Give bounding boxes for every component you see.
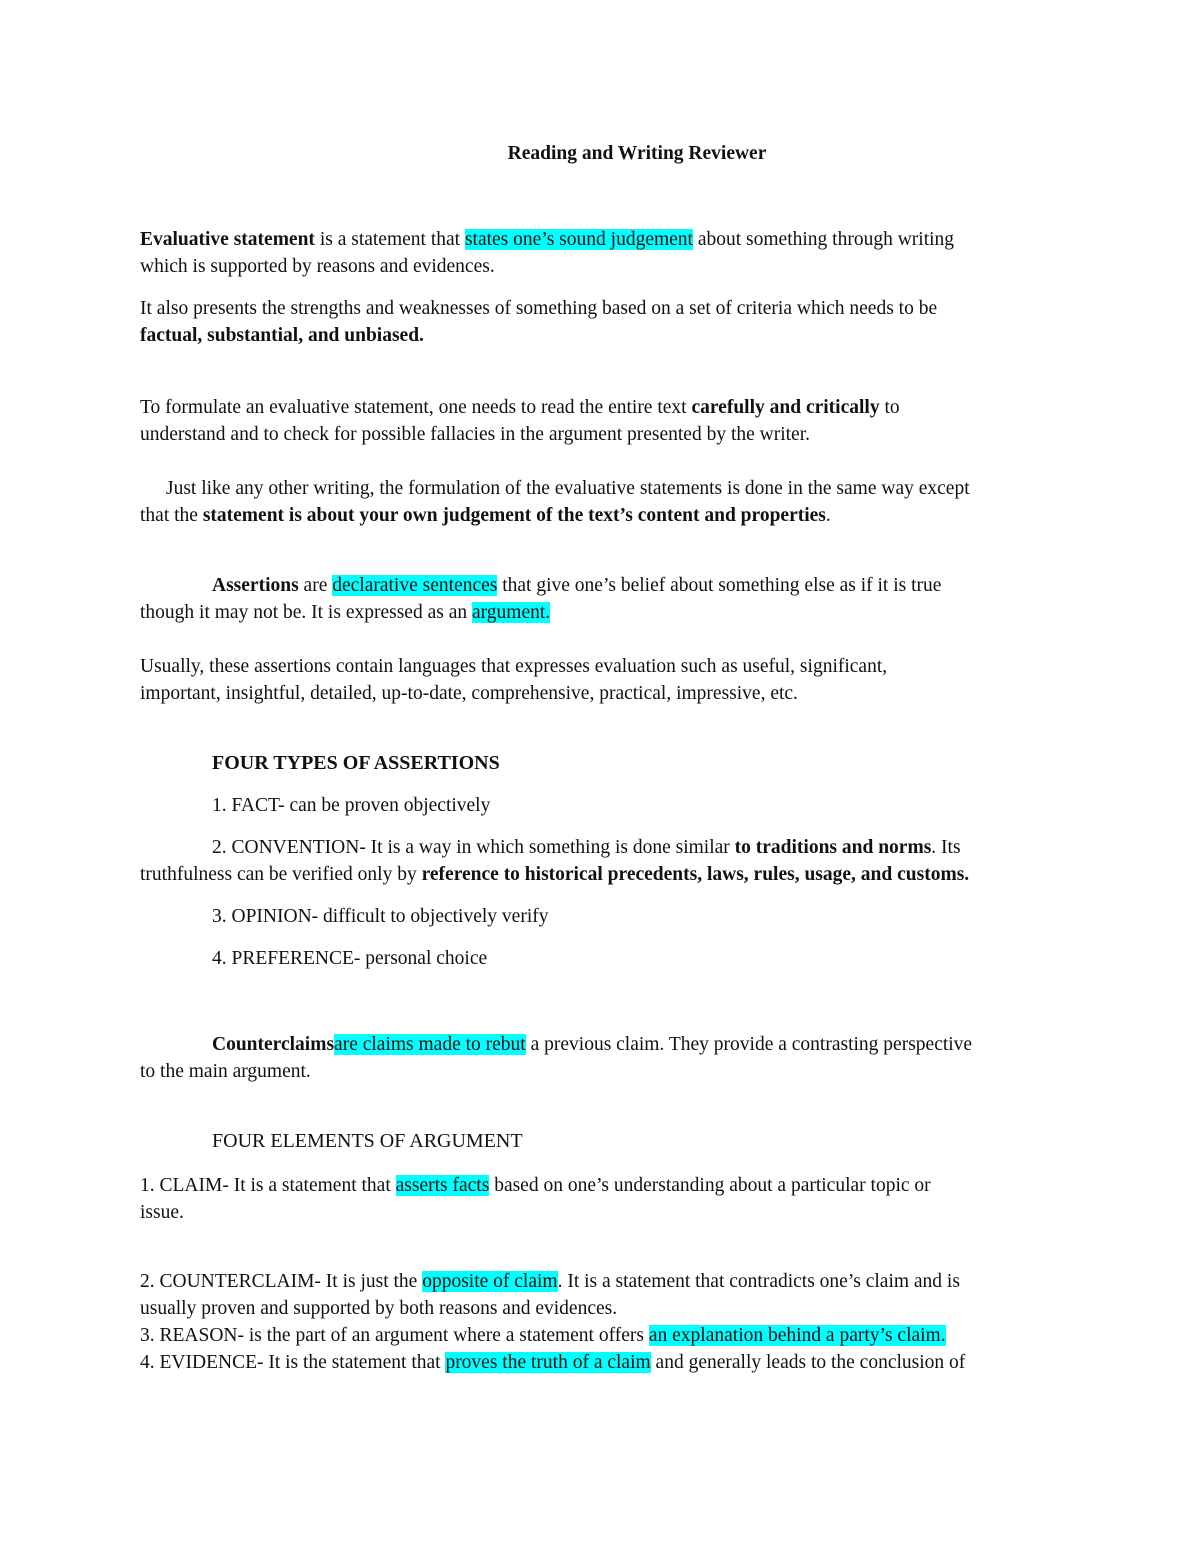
assertions-line-1 <box>212 572 941 599</box>
element-reason <box>140 1322 946 1349</box>
evaluative-term: Evaluative statement <box>140 229 315 250</box>
text-span: though it may not be. It is expressed as an <box>140 602 472 623</box>
type-convention-line-1 <box>212 834 961 861</box>
text-span: to <box>879 397 900 418</box>
also-line-2 <box>140 322 424 349</box>
bold-text: carefully and critically <box>691 397 880 418</box>
text-span: that give one’s belief about something else as if it is true <box>497 575 942 596</box>
assertions-term: Assertions <box>212 575 299 596</box>
type-convention-line-2 <box>140 861 969 888</box>
text-span: about something through writing <box>692 229 955 250</box>
element-counterclaim-line-2: usually proven and supported by both reasons and evidences. <box>140 1298 618 1319</box>
text-span: based on one’s understanding about a particular topic or <box>489 1175 931 1196</box>
justlike-line-1: Just like any other writing, the formulation of the evaluative statements is done in the same way except <box>166 478 970 499</box>
type-preference: 4. PREFERENCE- personal choice <box>212 948 488 969</box>
element-evidence <box>140 1349 965 1376</box>
bold-text: factual, substantial, and unbiased. <box>140 325 424 346</box>
also-line-1: It also presents the strengths and weaknesses of something based on a set of criteria which needs to be <box>140 298 938 319</box>
highlight: argument. <box>471 602 551 623</box>
text-span: . <box>825 505 831 526</box>
type-fact: 1. FACT- can be proven objectively <box>212 795 491 816</box>
bold-text: reference to historical precedents, laws, rules, usage, and customs. <box>421 864 970 885</box>
bold-text: to traditions and norms <box>734 837 932 858</box>
usually-line-1: Usually, these assertions contain languages that expresses evaluation such as useful, significant, <box>140 656 888 677</box>
highlight: an explanation behind a party’s claim. <box>648 1325 946 1346</box>
evaluative-line-2: which is supported by reasons and evidences. <box>140 256 495 277</box>
type-opinion: 3. OPINION- difficult to objectively verify <box>212 906 549 927</box>
usually-line-2: important, insightful, detailed, up-to-date, comprehensive, practical, impressive, etc. <box>140 683 798 704</box>
counter-line-1 <box>212 1031 972 1058</box>
text-span: To formulate an evaluative statement, one needs to read the entire text <box>140 397 692 418</box>
text-span: 3. REASON- is the part of an argument where a statement offers <box>140 1325 649 1346</box>
elements-heading: FOUR ELEMENTS OF ARGUMENT <box>212 1130 523 1152</box>
bold-text: statement is about your own judgement of the text’s content and properties <box>202 505 826 526</box>
assertions-line-2 <box>140 599 550 626</box>
highlight: proves the truth of a claim <box>445 1352 651 1373</box>
types-heading <box>212 750 500 777</box>
element-counterclaim-line-1 <box>140 1268 960 1295</box>
text-span: a previous claim. They provide a contrasting perspective <box>525 1034 973 1055</box>
page-title: Reading and Writing Reviewer <box>507 143 767 164</box>
highlight: opposite of claim <box>422 1271 558 1292</box>
text-span: 4. EVIDENCE- It is the statement that <box>140 1352 446 1373</box>
text-span: are <box>298 575 333 596</box>
text-span: . It is a statement that contradicts one’s claim and is <box>557 1271 960 1292</box>
counter-term: Counterclaims <box>212 1034 335 1055</box>
justlike-line-2 <box>140 502 831 529</box>
highlight: asserts facts <box>395 1175 490 1196</box>
text-span: that the <box>140 505 203 526</box>
counter-line-2: to the main argument. <box>140 1061 311 1082</box>
text-span: . Its <box>931 837 961 858</box>
text-span: 2. CONVENTION- It is a way in which something is done similar <box>212 837 735 858</box>
text-span: 2. COUNTERCLAIM- It is just the <box>140 1271 423 1292</box>
text-span: truthfulness can be verified only by <box>140 864 422 885</box>
element-claim-line-1 <box>140 1172 931 1199</box>
highlight: declarative sentences <box>332 575 498 596</box>
text-span: is a statement that <box>314 229 465 250</box>
formulate-line-2: understand and to check for possible fallacies in the argument presented by the writer. <box>140 424 811 445</box>
text-span: 1. CLAIM- It is a statement that <box>140 1175 396 1196</box>
evaluative-line-1 <box>140 226 954 253</box>
element-claim-line-2: issue. <box>140 1202 184 1223</box>
highlight: are claims made to rebut <box>334 1034 526 1055</box>
formulate-line-1 <box>140 394 900 421</box>
highlight: states one’s sound judgement <box>464 229 693 250</box>
bold-text: FOUR TYPES OF ASSERTIONS <box>212 752 500 774</box>
text-span: and generally leads to the conclusion of <box>650 1352 966 1373</box>
